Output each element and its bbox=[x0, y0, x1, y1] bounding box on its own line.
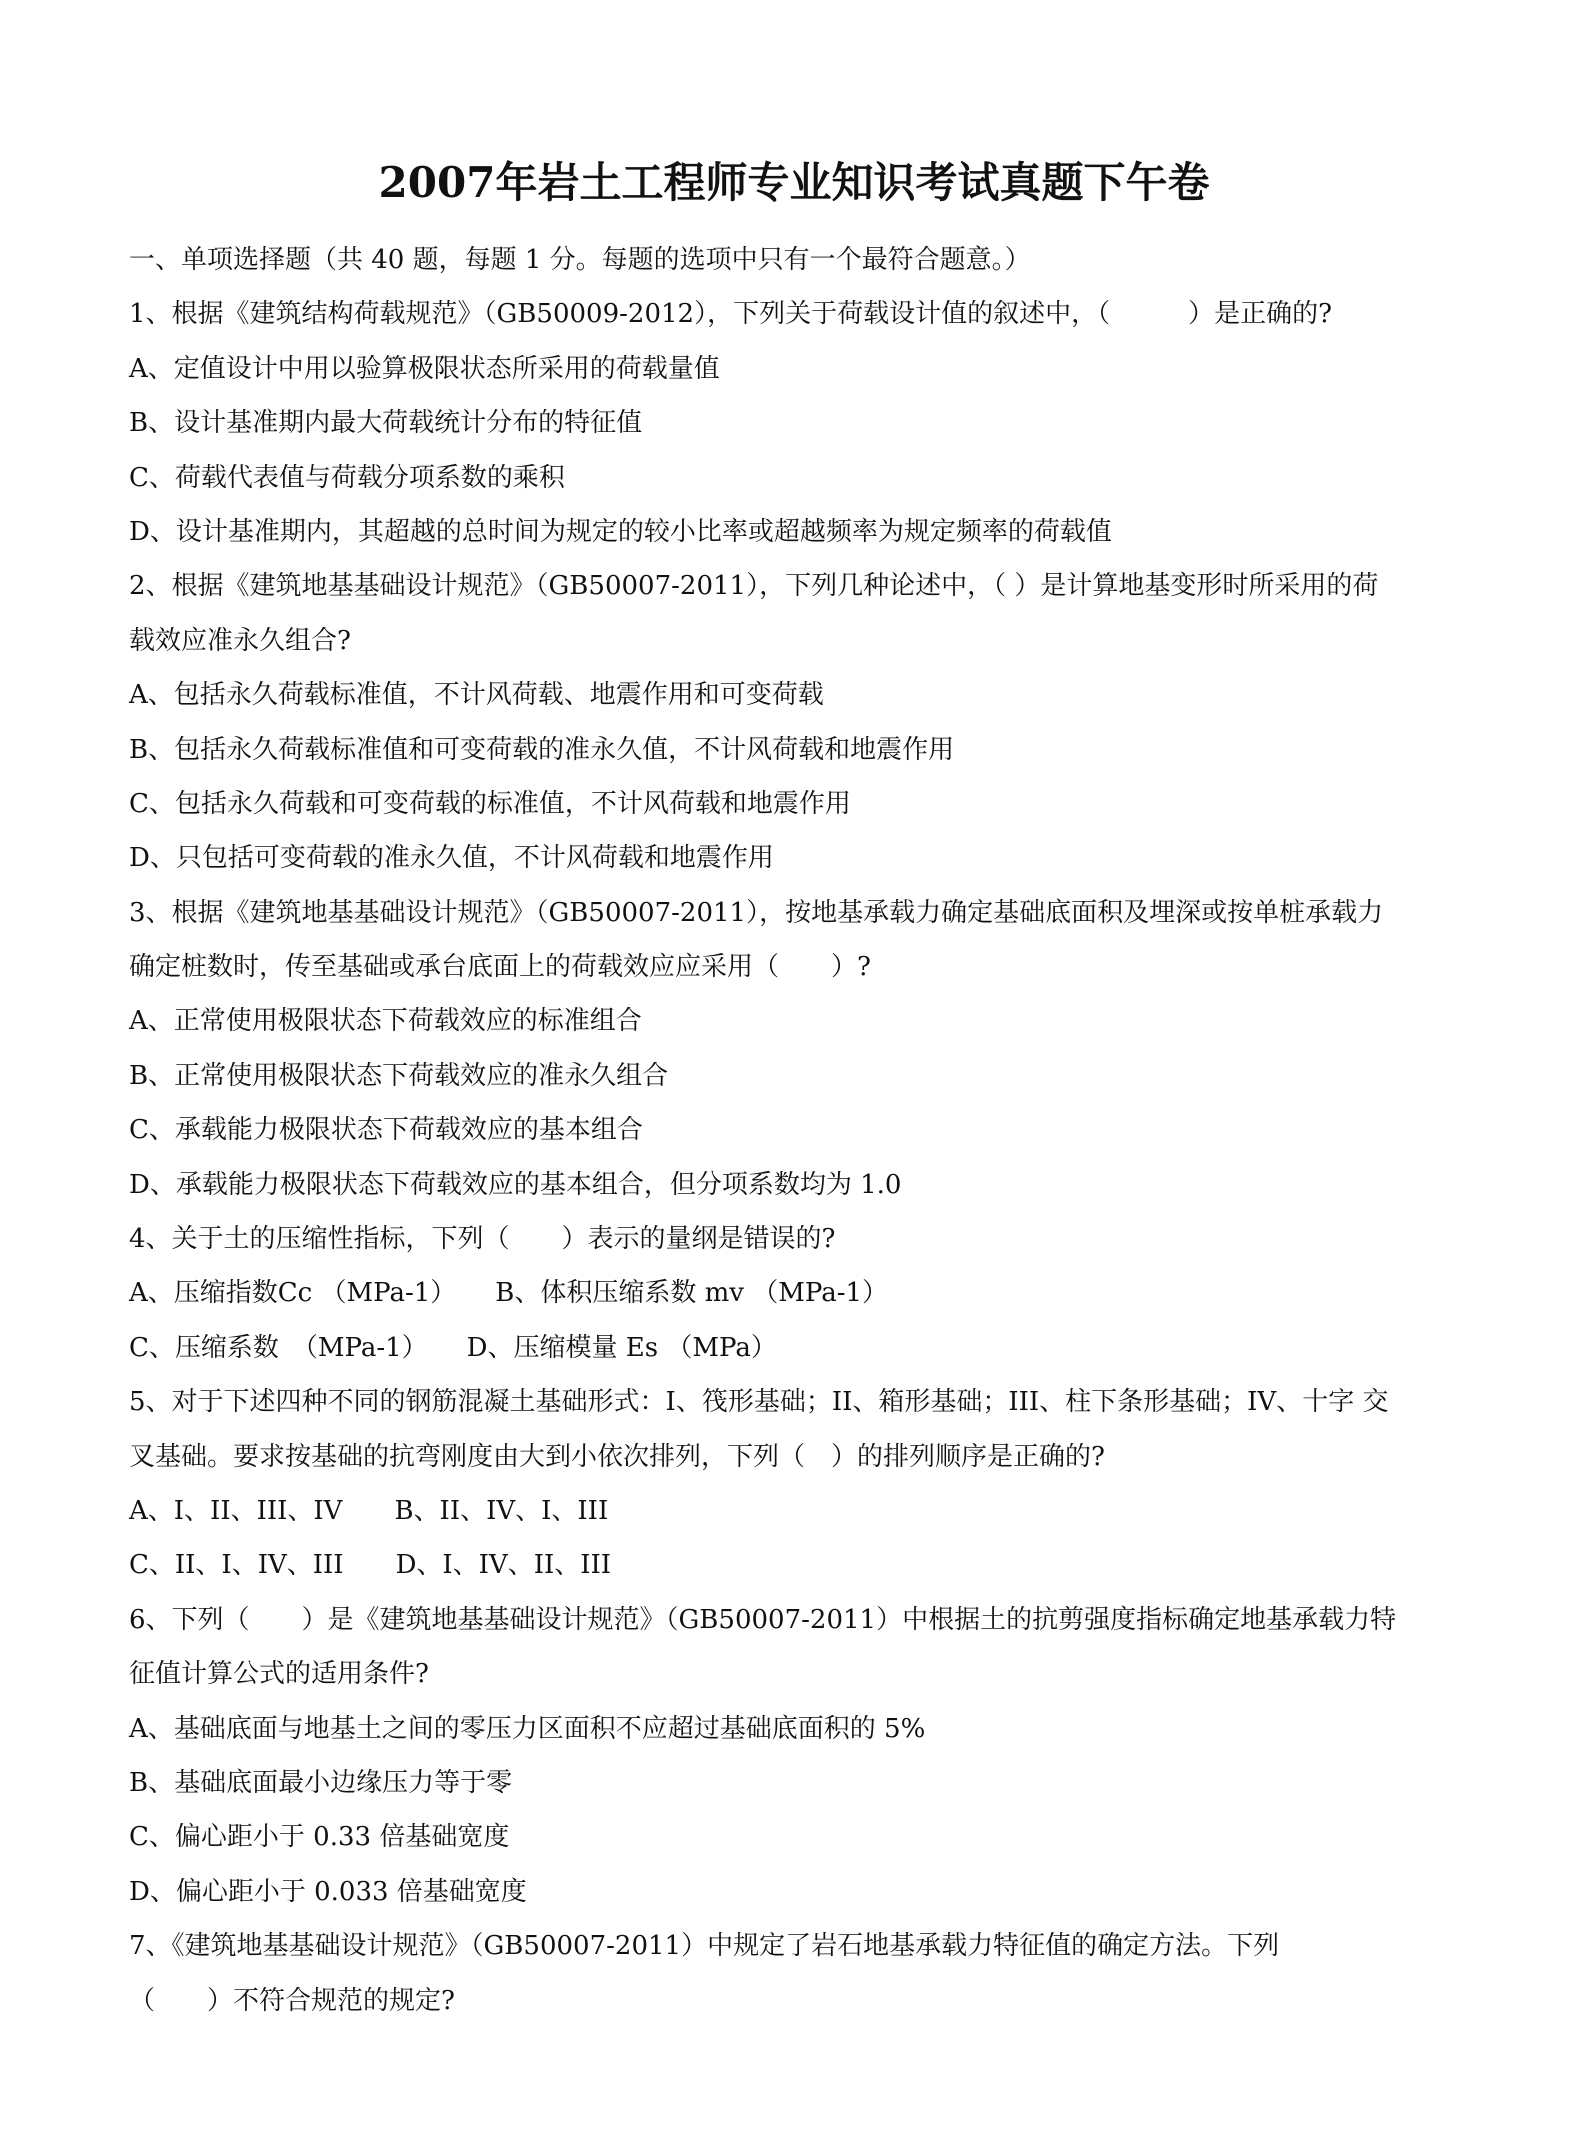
page-title: 2007年岩土工程师专业知识考试真题下午卷 bbox=[378, 158, 1210, 207]
text-line: 4、关于土的压缩性指标，下列（ ）表示的量纲是错误的? bbox=[129, 1224, 836, 1255]
text-line: A、压缩指数Cc （MPa-1） B、体积压缩系数 mv （MPa-1） bbox=[129, 1278, 889, 1309]
text-line: A、基础底面与地基土之间的零压力区面积不应超过基础底面积的 5% bbox=[129, 1713, 926, 1744]
text-line: A、包括永久荷载标准值，不计风荷载、地震作用和可变荷载 bbox=[129, 680, 824, 711]
text-line: 2、根据《建筑地基基础设计规范》（GB50007-2011），下列几种论述中，（ ）是计算地基变形时所采用的荷 bbox=[129, 571, 1379, 602]
text-line: C、偏心距小于 0.33 倍基础宽度 bbox=[129, 1822, 510, 1853]
text-line: A、正常使用极限状态下荷载效应的标准组合 bbox=[129, 1006, 642, 1037]
text-line: C、II、I、IV、III D、I、IV、II、III bbox=[129, 1550, 612, 1581]
text-line: A、定值设计中用以验算极限状态所采用的荷载量值 bbox=[129, 353, 720, 384]
text-line: 5、对于下述四种不同的钢筋混凝土基础形式：I、筏形基础；II、箱形基础；III、柱下条形基础；IV、十字 交 bbox=[129, 1387, 1389, 1418]
text-line: D、设计基准期内，其超越的总时间为规定的较小比率或超越频率为规定频率的荷载值 bbox=[129, 516, 1112, 547]
text-line: 载效应准永久组合? bbox=[129, 625, 351, 656]
text-line: B、设计基准期内最大荷载统计分布的特征值 bbox=[129, 408, 643, 439]
text-line: 确定桩数时，传至基础或承台底面上的荷载效应应采用（ ）? bbox=[129, 952, 871, 983]
text-line: （ ）不符合规范的规定? bbox=[129, 1985, 455, 2016]
text-line: 叉基础。要求按基础的抗弯刚度由大到小依次排列，下列（ ）的排列顺序是正确的? bbox=[129, 1441, 1105, 1472]
text-line: B、包括永久荷载标准值和可变荷载的准永久值，不计风荷载和地震作用 bbox=[129, 734, 955, 765]
text-line: C、包括永久荷载和可变荷载的标准值，不计风荷载和地震作用 bbox=[129, 788, 851, 819]
text-line: D、承载能力极限状态下荷载效应的基本组合，但分项系数均为 1.0 bbox=[129, 1169, 902, 1200]
text-line: C、承载能力极限状态下荷载效应的基本组合 bbox=[129, 1115, 643, 1146]
text-line: C、荷载代表值与荷载分项系数的乘积 bbox=[129, 462, 565, 493]
text-line: B、正常使用极限状态下荷载效应的准永久组合 bbox=[129, 1060, 669, 1091]
text-line: 6、下列（ ）是《建筑地基基础设计规范》（GB50007-2011）中根据土的抗剪强度指标确定地基承载力特 bbox=[129, 1604, 1397, 1635]
text-line: C、压缩系数 （MPa-1） D、压缩模量 Es （MPa） bbox=[129, 1332, 777, 1363]
document-body bbox=[129, 233, 1489, 2028]
text-line: A、I、II、III、IV B、II、IV、I、III bbox=[129, 1495, 609, 1526]
text-line: 7、《建筑地基基础设计规范》（GB50007-2011）中规定了岩石地基承载力特征值的确定方法。下列 bbox=[129, 1931, 1280, 1962]
text-line: 一、单项选择题（共 40 题，每题 1 分。每题的选项中只有一个最符合题意。） bbox=[129, 245, 1031, 275]
text-line: D、只包括可变荷载的准永久值，不计风荷载和地震作用 bbox=[129, 843, 774, 874]
text-line: 1、根据《建筑结构荷载规范》（GB50009-2012），下列关于荷载设计值的叙述中，（ ）是正确的? bbox=[129, 299, 1333, 330]
text-line: B、基础底面最小边缘压力等于零 bbox=[129, 1767, 513, 1798]
text-line: 3、根据《建筑地基基础设计规范》（GB50007-2011），按地基承载力确定基础底面积及埋深或按单桩承载力 bbox=[129, 897, 1384, 928]
text-line: 征值计算公式的适用条件? bbox=[129, 1659, 429, 1690]
text-line: D、偏心距小于 0.033 倍基础宽度 bbox=[129, 1876, 527, 1907]
